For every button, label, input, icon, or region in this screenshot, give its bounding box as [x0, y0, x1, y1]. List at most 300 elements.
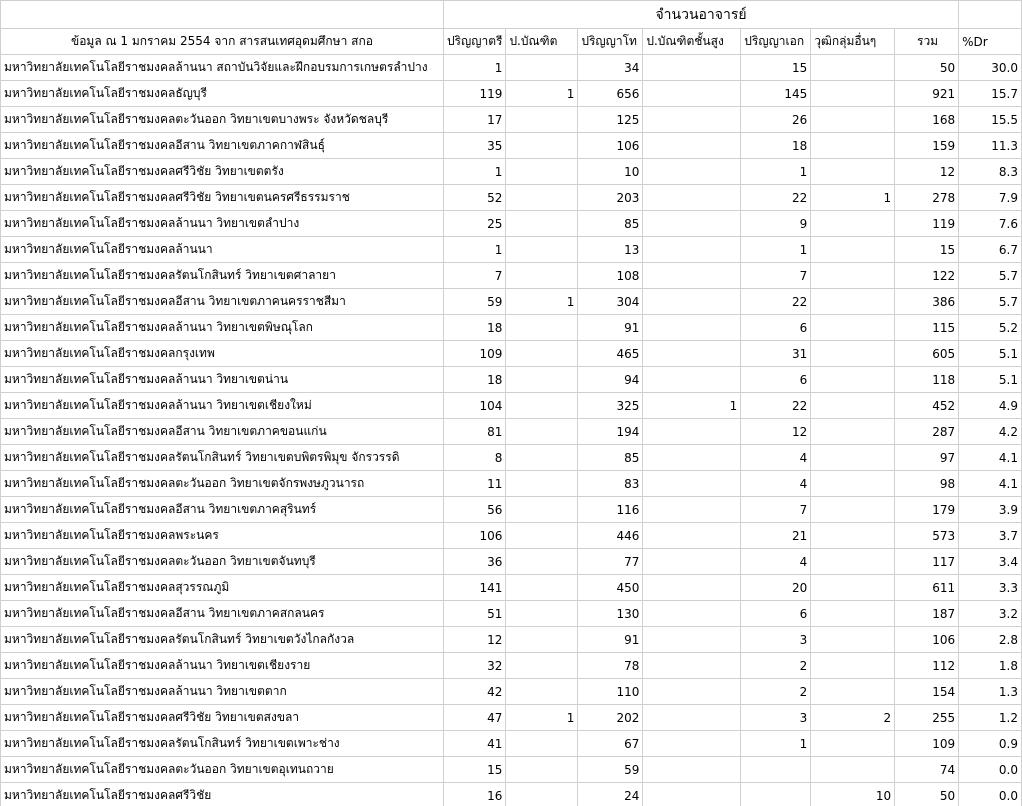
cell-total[interactable]: 386: [895, 289, 959, 315]
cell-higher-grad-diploma[interactable]: [643, 549, 741, 575]
cell-master[interactable]: 125: [578, 107, 643, 133]
cell-grad-diploma[interactable]: [506, 393, 578, 419]
group-header-label[interactable]: จำนวนอาจารย์: [443, 1, 958, 29]
cell-higher-grad-diploma[interactable]: [643, 107, 741, 133]
cell-grad-diploma[interactable]: 1: [506, 81, 578, 107]
cell-total[interactable]: 122: [895, 263, 959, 289]
group-header-row: [1, 1, 1022, 29]
cell-master[interactable]: 10: [578, 159, 643, 185]
cell-doctorate[interactable]: 9: [741, 211, 811, 237]
cell-name[interactable]: มหาวิทยาลัยเทคโนโลยีราชมงคลรัตนโกสินทร์ วิทยาเขตวังไกลกังวล: [1, 627, 444, 653]
cell-higher-grad-diploma[interactable]: [643, 757, 741, 783]
cell-total[interactable]: 117: [895, 549, 959, 575]
table-row: [1, 55, 1022, 81]
cell-pct-dr[interactable]: 1.3: [959, 679, 1022, 705]
cell-name[interactable]: มหาวิทยาลัยเทคโนโลยีราชมงคลรัตนโกสินทร์ วิทยาเขตศาลายา: [1, 263, 444, 289]
cell-doctorate[interactable]: 1: [741, 159, 811, 185]
cell-master[interactable]: 85: [578, 211, 643, 237]
table-row: [1, 627, 1022, 653]
cell-total[interactable]: 168: [895, 107, 959, 133]
cell-name[interactable]: มหาวิทยาลัยเทคโนโลยีราชมงคลพระนคร: [1, 523, 444, 549]
cell-master[interactable]: 106: [578, 133, 643, 159]
cell-grad-diploma[interactable]: [506, 575, 578, 601]
cell-higher-grad-diploma[interactable]: [643, 367, 741, 393]
cell-total[interactable]: 50: [895, 55, 959, 81]
cell-bachelor[interactable]: 41: [443, 731, 506, 757]
cell-other[interactable]: [811, 315, 895, 341]
cell-higher-grad-diploma[interactable]: [643, 159, 741, 185]
cell-grad-diploma[interactable]: [506, 523, 578, 549]
cell-pct-dr[interactable]: 3.2: [959, 601, 1022, 627]
cell-total[interactable]: 97: [895, 445, 959, 471]
cell-master[interactable]: 77: [578, 549, 643, 575]
cell-master[interactable]: 34: [578, 55, 643, 81]
cell-master[interactable]: 85: [578, 445, 643, 471]
cell-other[interactable]: [811, 653, 895, 679]
cell-total[interactable]: 605: [895, 341, 959, 367]
cell-bachelor[interactable]: 47: [443, 705, 506, 731]
cell[interactable]: [1, 1, 444, 29]
table-row: [1, 419, 1022, 445]
cell[interactable]: [959, 1, 1022, 29]
cell-higher-grad-diploma[interactable]: [643, 497, 741, 523]
cell-doctorate[interactable]: 31: [741, 341, 811, 367]
cell-master[interactable]: 130: [578, 601, 643, 627]
cell-pct-dr[interactable]: 3.7: [959, 523, 1022, 549]
cell-doctorate[interactable]: 1: [741, 731, 811, 757]
table-row: [1, 445, 1022, 471]
cell-doctorate[interactable]: 26: [741, 107, 811, 133]
cell-name[interactable]: มหาวิทยาลัยเทคโนโลยีราชมงคลล้านนา สถาบันวิจัยและฝึกอบรมการเกษตรลำปาง: [1, 55, 444, 81]
cell-total[interactable]: 255: [895, 705, 959, 731]
cell-bachelor[interactable]: 119: [443, 81, 506, 107]
cell-pct-dr[interactable]: 0.0: [959, 757, 1022, 783]
cell-grad-diploma[interactable]: [506, 55, 578, 81]
header-other[interactable]: วุฒิกลุ่มอื่นๆ: [811, 29, 895, 55]
header-master[interactable]: ปริญญาโท: [578, 29, 643, 55]
cell-grad-diploma[interactable]: [506, 471, 578, 497]
cell-other[interactable]: [811, 107, 895, 133]
cell-grad-diploma[interactable]: [506, 757, 578, 783]
cell-higher-grad-diploma[interactable]: [643, 315, 741, 341]
cell-name[interactable]: มหาวิทยาลัยเทคโนโลยีราชมงคลตะวันออก วิทยาเขตจันทบุรี: [1, 549, 444, 575]
cell-higher-grad-diploma[interactable]: [643, 653, 741, 679]
cell-name[interactable]: มหาวิทยาลัยเทคโนโลยีราชมงคลอีสาน วิทยาเขตภาคสุรินทร์: [1, 497, 444, 523]
cell-total[interactable]: 109: [895, 731, 959, 757]
header-name[interactable]: ข้อมูล ณ 1 มกราคม 2554 จาก สารสนเทศอุดมศึกษา สกอ: [1, 29, 444, 55]
cell-other[interactable]: [811, 55, 895, 81]
table-row: [1, 601, 1022, 627]
cell-bachelor[interactable]: 35: [443, 133, 506, 159]
cell-grad-diploma[interactable]: [506, 211, 578, 237]
cell-higher-grad-diploma[interactable]: [643, 679, 741, 705]
cell-other[interactable]: [811, 627, 895, 653]
cell-total[interactable]: 106: [895, 627, 959, 653]
cell-pct-dr[interactable]: 4.9: [959, 393, 1022, 419]
table-row: [1, 107, 1022, 133]
table-row: [1, 497, 1022, 523]
cell-grad-diploma[interactable]: [506, 497, 578, 523]
cell-doctorate[interactable]: 7: [741, 263, 811, 289]
cell-grad-diploma[interactable]: [506, 783, 578, 806]
table-row: [1, 731, 1022, 757]
header-pct-dr[interactable]: %Dr: [959, 29, 1022, 55]
cell-higher-grad-diploma[interactable]: [643, 575, 741, 601]
cell-total[interactable]: 115: [895, 315, 959, 341]
cell-higher-grad-diploma[interactable]: [643, 81, 741, 107]
cell-total[interactable]: 50: [895, 783, 959, 806]
cell-master[interactable]: 83: [578, 471, 643, 497]
cell-other[interactable]: [811, 237, 895, 263]
cell-doctorate[interactable]: 6: [741, 315, 811, 341]
cell-total[interactable]: 921: [895, 81, 959, 107]
cell-bachelor[interactable]: 12: [443, 627, 506, 653]
cell-doctorate[interactable]: 22: [741, 289, 811, 315]
cell-doctorate[interactable]: 4: [741, 445, 811, 471]
cell-master[interactable]: 465: [578, 341, 643, 367]
cell-other[interactable]: [811, 159, 895, 185]
cell-total[interactable]: 159: [895, 133, 959, 159]
cell-name[interactable]: มหาวิทยาลัยเทคโนโลยีราชมงคลกรุงเทพ: [1, 341, 444, 367]
cell-higher-grad-diploma[interactable]: [643, 731, 741, 757]
header-total[interactable]: รวม: [895, 29, 959, 55]
cell-pct-dr[interactable]: 30.0: [959, 55, 1022, 81]
cell-higher-grad-diploma[interactable]: [643, 237, 741, 263]
cell-other[interactable]: 10: [811, 783, 895, 806]
cell-pct-dr[interactable]: 15.7: [959, 81, 1022, 107]
table-body: [1, 1, 1022, 806]
cell-pct-dr[interactable]: 8.3: [959, 159, 1022, 185]
cell-name[interactable]: มหาวิทยาลัยเทคโนโลยีราชมงคลศรีวิชัย วิทยาเขตตรัง: [1, 159, 444, 185]
table-row: [1, 367, 1022, 393]
cell-master[interactable]: 304: [578, 289, 643, 315]
table-row: [1, 705, 1022, 731]
cell-higher-grad-diploma[interactable]: [643, 289, 741, 315]
cell-higher-grad-diploma[interactable]: [643, 601, 741, 627]
cell-pct-dr[interactable]: 1.2: [959, 705, 1022, 731]
cell-master[interactable]: 656: [578, 81, 643, 107]
cell-other[interactable]: [811, 133, 895, 159]
cell-master[interactable]: 67: [578, 731, 643, 757]
cell-name[interactable]: มหาวิทยาลัยเทคโนโลยีราชมงคลรัตนโกสินทร์ วิทยาเขตบพิตรพิมุข จักรวรรดิ: [1, 445, 444, 471]
cell-name[interactable]: มหาวิทยาลัยเทคโนโลยีราชมงคลธัญบุรี: [1, 81, 444, 107]
cell-master[interactable]: 78: [578, 653, 643, 679]
cell-grad-diploma[interactable]: [506, 549, 578, 575]
cell-other[interactable]: [811, 575, 895, 601]
table-row: [1, 679, 1022, 705]
cell-total[interactable]: 118: [895, 367, 959, 393]
cell-bachelor[interactable]: 15: [443, 757, 506, 783]
table-row: [1, 263, 1022, 289]
cell-pct-dr[interactable]: 4.1: [959, 445, 1022, 471]
cell-name[interactable]: มหาวิทยาลัยเทคโนโลยีราชมงคลล้านนา วิทยาเขตตาก: [1, 679, 444, 705]
cell-grad-diploma[interactable]: [506, 237, 578, 263]
cell-other[interactable]: 1: [811, 185, 895, 211]
cell-pct-dr[interactable]: 3.3: [959, 575, 1022, 601]
cell-bachelor[interactable]: 56: [443, 497, 506, 523]
cell-master[interactable]: 116: [578, 497, 643, 523]
cell-total[interactable]: 119: [895, 211, 959, 237]
cell-total[interactable]: 15: [895, 237, 959, 263]
header-grad-diploma[interactable]: ป.บัณฑิต: [506, 29, 578, 55]
cell-total[interactable]: 187: [895, 601, 959, 627]
cell-name[interactable]: มหาวิทยาลัยเทคโนโลยีราชมงคลอีสาน วิทยาเขตภาคสกลนคร: [1, 601, 444, 627]
cell-bachelor[interactable]: 109: [443, 341, 506, 367]
cell-pct-dr[interactable]: 5.1: [959, 341, 1022, 367]
header-higher-grad-diploma[interactable]: ป.บัณฑิตชั้นสูง: [643, 29, 741, 55]
cell-pct-dr[interactable]: 4.2: [959, 419, 1022, 445]
cell-bachelor[interactable]: 52: [443, 185, 506, 211]
table-row: [1, 341, 1022, 367]
cell-doctorate[interactable]: 15: [741, 55, 811, 81]
cell-other[interactable]: [811, 419, 895, 445]
cell-bachelor[interactable]: 36: [443, 549, 506, 575]
cell-doctorate[interactable]: 1: [741, 237, 811, 263]
cell-other[interactable]: [811, 497, 895, 523]
cell-grad-diploma[interactable]: 1: [506, 289, 578, 315]
cell-grad-diploma[interactable]: [506, 133, 578, 159]
cell-pct-dr[interactable]: 4.1: [959, 471, 1022, 497]
cell-other[interactable]: [811, 393, 895, 419]
table-row: [1, 757, 1022, 783]
cell-master[interactable]: 202: [578, 705, 643, 731]
header-bachelor[interactable]: ปริญญาตรี: [443, 29, 506, 55]
cell-grad-diploma[interactable]: [506, 653, 578, 679]
cell-master[interactable]: 24: [578, 783, 643, 806]
cell-higher-grad-diploma[interactable]: [643, 263, 741, 289]
cell-grad-diploma[interactable]: [506, 341, 578, 367]
cell-other[interactable]: [811, 523, 895, 549]
cell-other[interactable]: [811, 731, 895, 757]
table-row: [1, 159, 1022, 185]
cell-pct-dr[interactable]: 7.6: [959, 211, 1022, 237]
cell-name[interactable]: มหาวิทยาลัยเทคโนโลยีราชมงคลล้านนา วิทยาเขตน่าน: [1, 367, 444, 393]
cell-higher-grad-diploma[interactable]: [643, 627, 741, 653]
cell-higher-grad-diploma[interactable]: [643, 471, 741, 497]
cell-bachelor[interactable]: 18: [443, 367, 506, 393]
cell-pct-dr[interactable]: 3.4: [959, 549, 1022, 575]
cell-master[interactable]: 94: [578, 367, 643, 393]
cell-doctorate[interactable]: 3: [741, 627, 811, 653]
cell-higher-grad-diploma[interactable]: [643, 445, 741, 471]
cell-pct-dr[interactable]: 5.7: [959, 289, 1022, 315]
cell-other[interactable]: [811, 81, 895, 107]
cell-grad-diploma[interactable]: [506, 185, 578, 211]
cell-other[interactable]: [811, 211, 895, 237]
cell-other[interactable]: [811, 289, 895, 315]
cell-pct-dr[interactable]: 3.9: [959, 497, 1022, 523]
cell-grad-diploma[interactable]: [506, 263, 578, 289]
cell-pct-dr[interactable]: 11.3: [959, 133, 1022, 159]
cell-total[interactable]: 98: [895, 471, 959, 497]
table-row: [1, 237, 1022, 263]
cell-name[interactable]: มหาวิทยาลัยเทคโนโลยีราชมงคลตะวันออก วิทยาเขตจักรพงษภูวนารถ: [1, 471, 444, 497]
cell-total[interactable]: 12: [895, 159, 959, 185]
cell-bachelor[interactable]: 51: [443, 601, 506, 627]
cell-pct-dr[interactable]: 2.8: [959, 627, 1022, 653]
cell-grad-diploma[interactable]: [506, 445, 578, 471]
cell-master[interactable]: 203: [578, 185, 643, 211]
cell-pct-dr[interactable]: 7.9: [959, 185, 1022, 211]
cell-bachelor[interactable]: 104: [443, 393, 506, 419]
cell-total[interactable]: 278: [895, 185, 959, 211]
cell-name[interactable]: มหาวิทยาลัยเทคโนโลยีราชมงคลล้านนา วิทยาเขตเชียงราย: [1, 653, 444, 679]
cell-master[interactable]: 325: [578, 393, 643, 419]
header-doctorate[interactable]: ปริญญาเอก: [741, 29, 811, 55]
cell-master[interactable]: 13: [578, 237, 643, 263]
cell-grad-diploma[interactable]: [506, 601, 578, 627]
cell-pct-dr[interactable]: 5.2: [959, 315, 1022, 341]
table-row: [1, 523, 1022, 549]
cell-bachelor[interactable]: 59: [443, 289, 506, 315]
cell-pct-dr[interactable]: 6.7: [959, 237, 1022, 263]
cell-total[interactable]: 112: [895, 653, 959, 679]
cell-name[interactable]: มหาวิทยาลัยเทคโนโลยีราชมงคลอีสาน วิทยาเขตภาคขอนแก่น: [1, 419, 444, 445]
cell-bachelor[interactable]: 7: [443, 263, 506, 289]
cell-master[interactable]: 446: [578, 523, 643, 549]
table-row: [1, 653, 1022, 679]
cell-name[interactable]: มหาวิทยาลัยเทคโนโลยีราชมงคลรัตนโกสินทร์ วิทยาเขตเพาะช่าง: [1, 731, 444, 757]
cell-name[interactable]: มหาวิทยาลัยเทคโนโลยีราชมงคลสุวรรณภูมิ: [1, 575, 444, 601]
cell-name[interactable]: มหาวิทยาลัยเทคโนโลยีราชมงคลล้านนา วิทยาเขตพิษณุโลก: [1, 315, 444, 341]
cell-doctorate[interactable]: 21: [741, 523, 811, 549]
cell-master[interactable]: 59: [578, 757, 643, 783]
cell-master[interactable]: 108: [578, 263, 643, 289]
cell-master[interactable]: 91: [578, 315, 643, 341]
cell-higher-grad-diploma[interactable]: 1: [643, 393, 741, 419]
cell-other[interactable]: 2: [811, 705, 895, 731]
cell-other[interactable]: [811, 445, 895, 471]
cell-bachelor[interactable]: 141: [443, 575, 506, 601]
cell-bachelor[interactable]: 1: [443, 237, 506, 263]
cell-grad-diploma[interactable]: 1: [506, 705, 578, 731]
cell-master[interactable]: 110: [578, 679, 643, 705]
cell-name[interactable]: มหาวิทยาลัยเทคโนโลยีราชมงคลศรีวิชัย วิทยาเขตสงขลา: [1, 705, 444, 731]
cell-doctorate[interactable]: 6: [741, 601, 811, 627]
cell-grad-diploma[interactable]: [506, 679, 578, 705]
cell-doctorate[interactable]: 3: [741, 705, 811, 731]
cell-doctorate[interactable]: [741, 783, 811, 806]
cell-bachelor[interactable]: 1: [443, 55, 506, 81]
cell-other[interactable]: [811, 263, 895, 289]
cell-pct-dr[interactable]: 0.9: [959, 731, 1022, 757]
cell-name[interactable]: มหาวิทยาลัยเทคโนโลยีราชมงคลล้านนา: [1, 237, 444, 263]
cell-other[interactable]: [811, 367, 895, 393]
cell-grad-diploma[interactable]: [506, 367, 578, 393]
cell-pct-dr[interactable]: 0.0: [959, 783, 1022, 806]
cell-bachelor[interactable]: 18: [443, 315, 506, 341]
cell-doctorate[interactable]: 20: [741, 575, 811, 601]
cell-bachelor[interactable]: 106: [443, 523, 506, 549]
cell-bachelor[interactable]: 25: [443, 211, 506, 237]
cell-total[interactable]: 573: [895, 523, 959, 549]
cell-name[interactable]: มหาวิทยาลัยเทคโนโลยีราชมงคลศรีวิชัย วิทยาเขตนครศรีธรรมราช: [1, 185, 444, 211]
cell-total[interactable]: 179: [895, 497, 959, 523]
table-row: [1, 575, 1022, 601]
cell-name[interactable]: มหาวิทยาลัยเทคโนโลยีราชมงคลล้านนา วิทยาเขตลำปาง: [1, 211, 444, 237]
cell-master[interactable]: 194: [578, 419, 643, 445]
cell-doctorate[interactable]: 2: [741, 679, 811, 705]
cell-bachelor[interactable]: 16: [443, 783, 506, 806]
cell-doctorate[interactable]: 18: [741, 133, 811, 159]
cell-doctorate[interactable]: 4: [741, 549, 811, 575]
cell-other[interactable]: [811, 757, 895, 783]
cell-pct-dr[interactable]: 1.8: [959, 653, 1022, 679]
cell-other[interactable]: [811, 601, 895, 627]
table-row: [1, 549, 1022, 575]
cell-higher-grad-diploma[interactable]: [643, 211, 741, 237]
cell-name[interactable]: มหาวิทยาลัยเทคโนโลยีราชมงคลตะวันออก วิทยาเขตบางพระ จังหวัดชลบุรี: [1, 107, 444, 133]
cell-pct-dr[interactable]: 5.7: [959, 263, 1022, 289]
table-row: [1, 783, 1022, 806]
cell-grad-diploma[interactable]: [506, 159, 578, 185]
cell-higher-grad-diploma[interactable]: [643, 341, 741, 367]
cell-doctorate[interactable]: 7: [741, 497, 811, 523]
cell-total[interactable]: 287: [895, 419, 959, 445]
cell-bachelor[interactable]: 1: [443, 159, 506, 185]
cell-name[interactable]: มหาวิทยาลัยเทคโนโลยีราชมงคลตะวันออก วิทยาเขตอุเทนถวาย: [1, 757, 444, 783]
cell-doctorate[interactable]: 22: [741, 185, 811, 211]
cell-grad-diploma[interactable]: [506, 107, 578, 133]
cell-other[interactable]: [811, 341, 895, 367]
table-row: [1, 133, 1022, 159]
cell-other[interactable]: [811, 549, 895, 575]
column-header-row: [1, 29, 1022, 55]
cell-grad-diploma[interactable]: [506, 731, 578, 757]
cell-doctorate[interactable]: 2: [741, 653, 811, 679]
cell-total[interactable]: 452: [895, 393, 959, 419]
cell-pct-dr[interactable]: 5.1: [959, 367, 1022, 393]
cell-bachelor[interactable]: 8: [443, 445, 506, 471]
cell-total[interactable]: 74: [895, 757, 959, 783]
cell-other[interactable]: [811, 471, 895, 497]
table-row: [1, 289, 1022, 315]
cell-total[interactable]: 154: [895, 679, 959, 705]
cell-bachelor[interactable]: 32: [443, 653, 506, 679]
cell-grad-diploma[interactable]: [506, 315, 578, 341]
cell-grad-diploma[interactable]: [506, 627, 578, 653]
cell-higher-grad-diploma[interactable]: [643, 185, 741, 211]
cell-bachelor[interactable]: 42: [443, 679, 506, 705]
cell-doctorate[interactable]: 4: [741, 471, 811, 497]
cell-bachelor[interactable]: 81: [443, 419, 506, 445]
cell-name[interactable]: มหาวิทยาลัยเทคโนโลยีราชมงคลศรีวิชัย: [1, 783, 444, 806]
cell-doctorate[interactable]: 6: [741, 367, 811, 393]
cell-master[interactable]: 450: [578, 575, 643, 601]
cell-higher-grad-diploma[interactable]: [643, 55, 741, 81]
cell-name[interactable]: มหาวิทยาลัยเทคโนโลยีราชมงคลล้านนา วิทยาเขตเชียงใหม่: [1, 393, 444, 419]
cell-higher-grad-diploma[interactable]: [643, 705, 741, 731]
cell-higher-grad-diploma[interactable]: [643, 133, 741, 159]
cell-other[interactable]: [811, 679, 895, 705]
cell-name[interactable]: มหาวิทยาลัยเทคโนโลยีราชมงคลอีสาน วิทยาเขตภาคนครราชสีมา: [1, 289, 444, 315]
cell-name[interactable]: มหาวิทยาลัยเทคโนโลยีราชมงคลอีสาน วิทยาเขตภาคกาฬสินธุ์: [1, 133, 444, 159]
cell-grad-diploma[interactable]: [506, 419, 578, 445]
cell-higher-grad-diploma[interactable]: [643, 419, 741, 445]
cell-doctorate[interactable]: [741, 757, 811, 783]
cell-doctorate[interactable]: 145: [741, 81, 811, 107]
cell-higher-grad-diploma[interactable]: [643, 523, 741, 549]
table-row: [1, 211, 1022, 237]
cell-pct-dr[interactable]: 15.5: [959, 107, 1022, 133]
cell-bachelor[interactable]: 11: [443, 471, 506, 497]
cell-doctorate[interactable]: 22: [741, 393, 811, 419]
cell-doctorate[interactable]: 12: [741, 419, 811, 445]
cell-total[interactable]: 611: [895, 575, 959, 601]
cell-bachelor[interactable]: 17: [443, 107, 506, 133]
cell-higher-grad-diploma[interactable]: [643, 783, 741, 806]
cell-master[interactable]: 91: [578, 627, 643, 653]
